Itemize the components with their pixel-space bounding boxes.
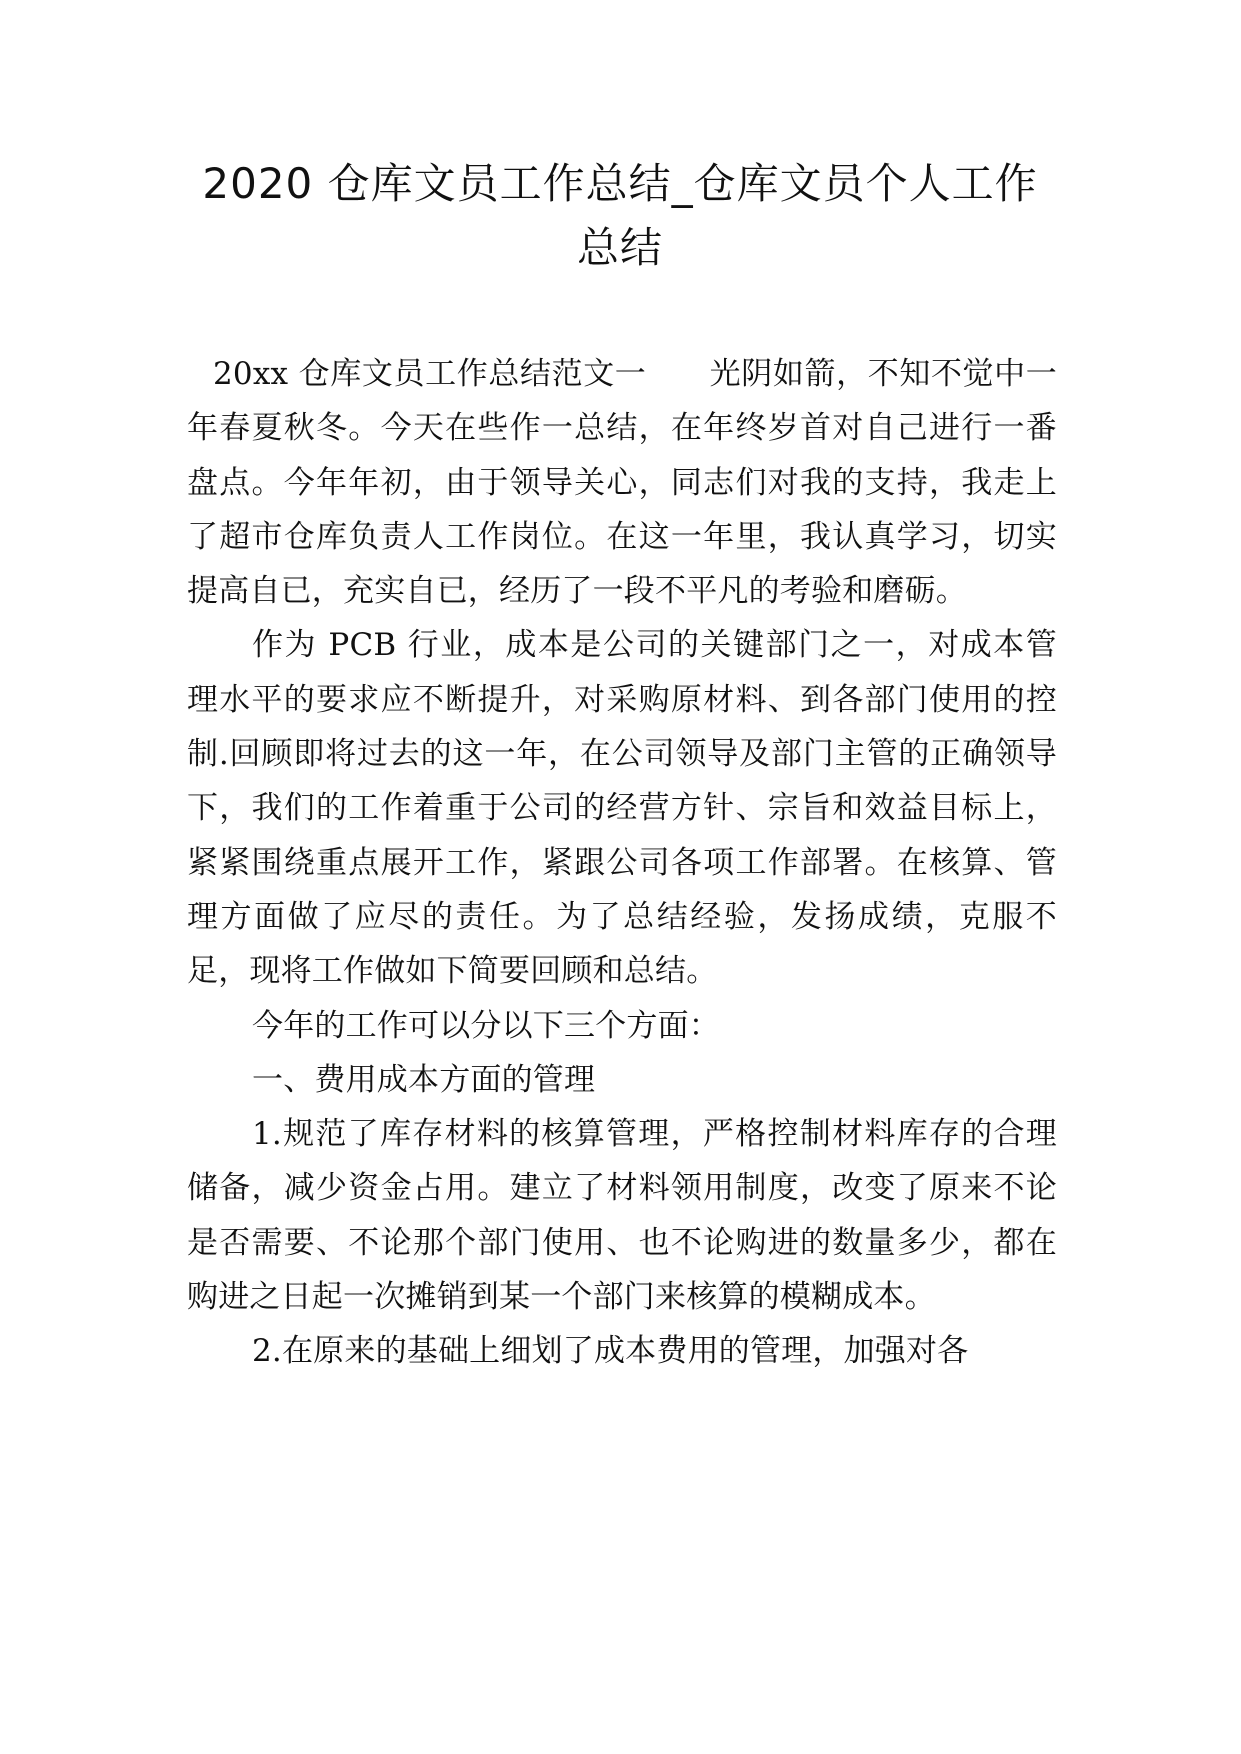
paragraph-item-2: 2.在原来的基础上细划了成本费用的管理，加强对各 bbox=[252, 1333, 969, 1370]
document-title: 2020 仓库文员工作总结_仓库文员个人工作总结 bbox=[202, 159, 1038, 272]
section-heading-cost-management: 一、费用成本方面的管理 bbox=[252, 1061, 596, 1098]
document-body bbox=[187, 347, 1057, 1379]
paragraph-intro: 20xx 仓库文员工作总结范文一 光阴如箭，不知不觉中一年春夏秋冬。今天在些作一总结，在年终岁首对自己进行一番盘点。今年年初，由于领导关心，同志们对我的支持，我走上了超市仓库负责人工作岗位。在这一年里，我认真学习，切实提高自已，充实自已，经历了一段不平凡的考验和磨砺。 bbox=[187, 356, 1057, 610]
paragraph-three-aspects: 今年的工作可以分以下三个方面： bbox=[252, 1007, 720, 1044]
paragraph-pcb-industry: 作为 PCB 行业，成本是公司的关键部门之一，对成本管理水平的要求应不断提升，对采购原材料、到各部门使用的控制.回顾即将过去的这一年，在公司领导及部门主管的正确领导下，我们的工作着重于公司的经营方针、宗旨和效益目标上，紧紧围绕重点展开工作，紧跟公司各项工作部署。在核算、管理方面做了应尽的责任。为了总结经验，发扬成绩，克服不足，现将工作做如下简要回顾和总结。 bbox=[187, 627, 1057, 990]
paragraph-item-1: 1.规范了库存材料的核算管理，严格控制材料库存的合理储备，减少资金占用。建立了材料领用制度，改变了原来不论是否需要、不论那个部门使用、也不论购进的数量多少，都在购进之日起一次摊销到某一个部门来核算的模糊成本。 bbox=[187, 1116, 1057, 1316]
